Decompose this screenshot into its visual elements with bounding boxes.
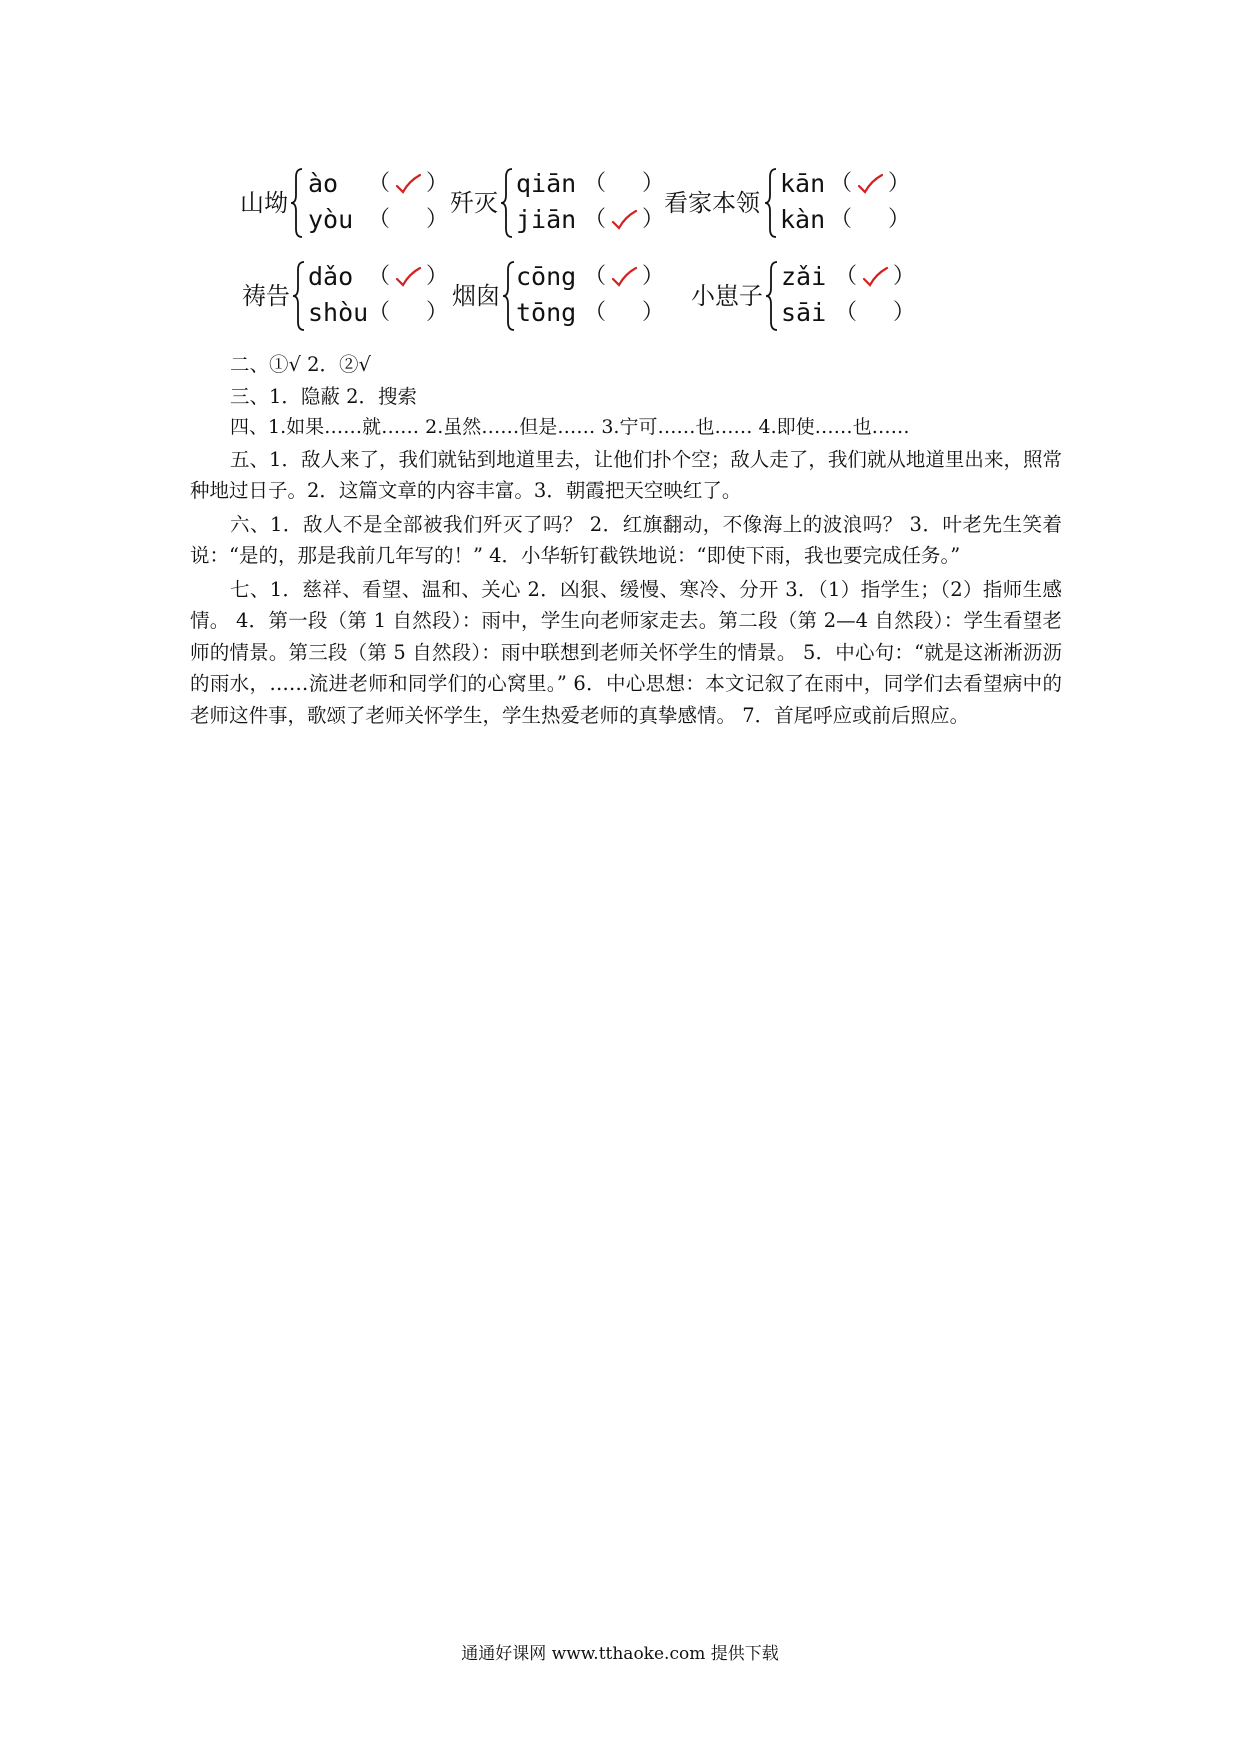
answer-section-5: 五、1．敌人来了，我们就钻到地道里去，让他们扑个空；敌人走了，我们就从地道里出来，照常种地过日子。2．这篇文章的内容丰富。3．朝霞把天空映红了。	[190, 447, 1062, 502]
answer-paren: （ ）	[368, 264, 449, 289]
pinyin-option: yòu	[308, 205, 354, 234]
pinyin-row-1	[0, 163, 1240, 243]
pinyin-option: jiān	[516, 205, 577, 234]
answer-paren: （ ）	[584, 264, 665, 289]
pinyin-option: cōng	[516, 262, 577, 291]
pinyin-option: tōng	[516, 298, 577, 327]
pinyin-option: zǎi	[781, 262, 827, 291]
pinyin-group-word: 山坳	[240, 189, 288, 217]
blank-mark	[606, 301, 642, 325]
check-mark-icon	[390, 265, 426, 289]
pinyin-option: qiān	[516, 169, 577, 198]
pinyin-group-word: 看家本领	[664, 189, 760, 217]
check-mark-icon	[390, 172, 426, 196]
pinyin-option: kàn	[780, 205, 826, 234]
pinyin-group-word: 祷告	[242, 282, 290, 310]
answer-paren: （ ）	[830, 171, 911, 196]
pinyin-group-word: 歼灭	[450, 189, 498, 217]
download-footer: 通通好课网 www.tthaoke.com 提供下载	[461, 1644, 779, 1664]
answer-paren: （ ）	[835, 264, 916, 289]
check-mark-icon	[857, 265, 893, 289]
answer-paren: （ ）	[584, 300, 665, 325]
curly-brace	[290, 167, 304, 239]
answer-section-2: 二、①√ 2．②√	[230, 353, 371, 376]
curly-brace	[765, 260, 779, 332]
check-mark-icon	[606, 265, 642, 289]
answer-paren: （ ）	[368, 207, 449, 232]
pinyin-option: kān	[780, 169, 826, 198]
answer-paren: （ ）	[830, 207, 911, 232]
check-mark-icon	[852, 172, 888, 196]
pinyin-option: dǎo	[308, 262, 354, 291]
answer-paren: （ ）	[584, 207, 665, 232]
answer-paren: （ ）	[368, 171, 449, 196]
blank-mark	[390, 208, 426, 232]
pinyin-option: ào	[308, 169, 339, 198]
pinyin-group-word: 烟囱	[452, 282, 500, 310]
check-mark-icon	[606, 208, 642, 232]
blank-mark	[390, 301, 426, 325]
blank-mark	[857, 301, 893, 325]
answer-paren: （ ）	[584, 171, 665, 196]
pinyin-group-word: 小崽子	[691, 282, 763, 310]
curly-brace	[292, 260, 306, 332]
answer-section-4: 四、1.如果……就…… 2.虽然……但是…… 3.宁可……也…… 4.即使……也……	[230, 416, 910, 438]
blank-mark	[606, 172, 642, 196]
pinyin-row-2	[0, 256, 1240, 336]
answer-section-6: 六、1．敌人不是全部被我们歼灭了吗？ 2．红旗翻动，不像海上的波浪吗？ 3．叶老先生笑着说：“是的，那是我前几年写的！” 4．小华斩钉截铁地说：“即使下雨，我也要完成任务。”	[190, 512, 1062, 567]
curly-brace	[502, 260, 516, 332]
answer-section-7: 七、1．慈祥、看望、温和、关心 2．凶狠、缓慢、寒冷、分开 3．（1）指学生；（2）指师生感情。 4．第一段（第 1 自然段）：雨中，学生向老师家走去。第二段（第 2—4 自然段）：学生看望老师的情景。第三段（第 5 自然段）：雨中联想到老师关怀学生的情景。 5．中心句：“就是这淅淅沥沥的雨水，……流进老师和同学们的心窝里。” 6．中心思想：本文记叙了在雨中，同学们去看望病中的老师这件事，歌颂了老师关怀学生，学生热爱老师的真挚感情。 7．首尾呼应或前后照应。	[190, 577, 1062, 727]
curly-brace	[500, 167, 514, 239]
answer-paren: （ ）	[368, 300, 449, 325]
blank-mark	[852, 208, 888, 232]
answer-paren: （ ）	[835, 300, 916, 325]
pinyin-option: sāi	[781, 298, 827, 327]
curly-brace	[764, 167, 778, 239]
pinyin-option: shòu	[308, 298, 369, 327]
answer-section-3: 三、1．隐蔽 2．搜索	[230, 384, 418, 408]
answer-section	[190, 349, 1062, 731]
